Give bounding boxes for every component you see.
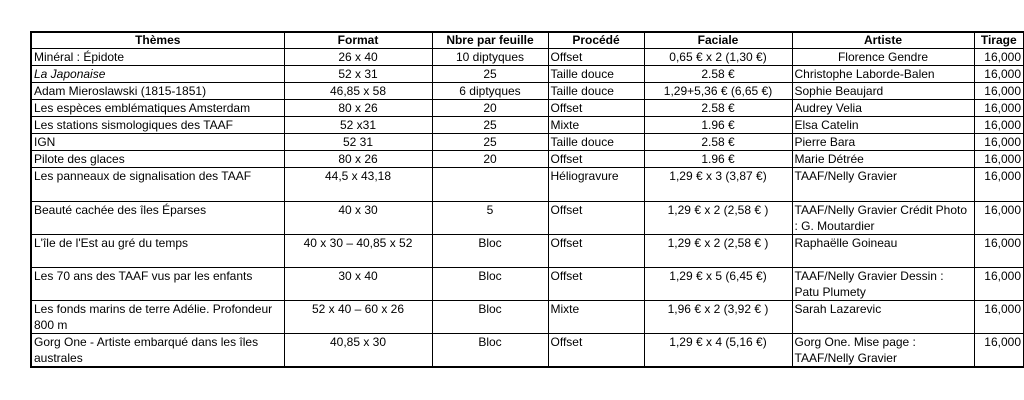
cell-format: 30 x 40 — [284, 268, 432, 301]
table-row — [31, 117, 1024, 134]
cell-faciale: 1.96 € — [644, 117, 792, 134]
cell-tirage: 16,000 — [974, 151, 1024, 168]
cell-procede: Mixte — [548, 117, 644, 134]
cell-tirage: 16,000 — [974, 168, 1024, 202]
cell-format: 46,85 x 58 — [284, 83, 432, 100]
cell-theme: Beauté cachée des îles Éparses — [31, 202, 284, 235]
cell-nbre-par-feuille: Bloc — [432, 301, 548, 334]
table-row — [31, 202, 1024, 235]
cell-faciale: 2.58 € — [644, 100, 792, 117]
table-row — [31, 151, 1024, 168]
cell-artiste: Raphaëlle Goineau — [792, 235, 974, 268]
cell-format: 44,5 x 43,18 — [284, 168, 432, 202]
cell-artiste: Pierre Bara — [792, 134, 974, 151]
cell-faciale: 2.58 € — [644, 66, 792, 83]
cell-faciale: 1,29 € x 4 (5,16 €) — [644, 334, 792, 368]
table-row — [31, 66, 1024, 83]
cell-format: 40,85 x 30 — [284, 334, 432, 368]
header-format: Format — [284, 32, 432, 49]
cell-artiste: Sophie Beaujard — [792, 83, 974, 100]
header-faciale: Faciale — [644, 32, 792, 49]
cell-artiste: TAAF/Nelly Gravier Dessin : Patu Plumety — [792, 268, 974, 301]
cell-nbre-par-feuille: Bloc — [432, 235, 548, 268]
cell-artiste: Marie Détrée — [792, 151, 974, 168]
header-themes: Thèmes — [31, 32, 284, 49]
header-tirage: Tirage — [974, 32, 1024, 49]
cell-theme: IGN — [31, 134, 284, 151]
cell-nbre-par-feuille: 20 — [432, 100, 548, 117]
cell-artiste: Sarah Lazarevic — [792, 301, 974, 334]
cell-theme: Gorg One - Artiste embarqué dans les îles australes — [31, 334, 284, 368]
cell-faciale: 0,65 € x 2 (1,30 €) — [644, 49, 792, 66]
table-row — [31, 268, 1024, 301]
cell-theme: Les espèces emblématiques Amsterdam — [31, 100, 284, 117]
cell-format: 80 x 26 — [284, 100, 432, 117]
cell-faciale: 1,29 € x 2 (2,58 € ) — [644, 235, 792, 268]
cell-theme: Les fonds marins de terre Adélie. Profondeur 800 m — [31, 301, 284, 334]
table-row — [31, 301, 1024, 334]
cell-format: 52 31 — [284, 134, 432, 151]
cell-theme: Adam Mieroslawski (1815-1851) — [31, 83, 284, 100]
cell-tirage: 16,000 — [974, 268, 1024, 301]
cell-format: 80 x 26 — [284, 151, 432, 168]
cell-format: 52 x 40 – 60 x 26 — [284, 301, 432, 334]
cell-faciale: 1,29+5,36 € (6,65 €) — [644, 83, 792, 100]
cell-nbre-par-feuille: Bloc — [432, 268, 548, 301]
cell-tirage: 16,000 — [974, 49, 1024, 66]
cell-tirage: 16,000 — [974, 100, 1024, 117]
cell-nbre-par-feuille: 25 — [432, 66, 548, 83]
cell-faciale: 1,29 € x 3 (3,87 €) — [644, 168, 792, 202]
cell-procede: Taille douce — [548, 134, 644, 151]
cell-theme: Les panneaux de signalisation des TAAF — [31, 168, 284, 202]
table-row — [31, 100, 1024, 117]
cell-tirage: 16,000 — [974, 66, 1024, 83]
cell-nbre-par-feuille: Bloc — [432, 334, 548, 368]
cell-tirage: 16,000 — [974, 202, 1024, 235]
cell-nbre-par-feuille: 5 — [432, 202, 548, 235]
cell-procede: Mixte — [548, 301, 644, 334]
cell-procede: Offset — [548, 202, 644, 235]
table-row — [31, 168, 1024, 202]
cell-tirage: 16,000 — [974, 301, 1024, 334]
table-row — [31, 83, 1024, 100]
cell-artiste: Florence Gendre — [792, 49, 974, 66]
header-artiste: Artiste — [792, 32, 974, 49]
cell-theme: Minéral : Épidote — [31, 49, 284, 66]
cell-nbre-par-feuille: 25 — [432, 134, 548, 151]
cell-theme: Pilote des glaces — [31, 151, 284, 168]
cell-nbre-par-feuille: 20 — [432, 151, 548, 168]
cell-format: 52 x31 — [284, 117, 432, 134]
cell-procede: Héliogravure — [548, 168, 644, 202]
cell-theme: La Japonaise — [31, 66, 284, 83]
cell-artiste: Christophe Laborde-Balen — [792, 66, 974, 83]
cell-procede: Offset — [548, 49, 644, 66]
cell-tirage: 16,000 — [974, 117, 1024, 134]
cell-format: 40 x 30 – 40,85 x 52 — [284, 235, 432, 268]
cell-theme: L'île de l'Est au gré du temps — [31, 235, 284, 268]
cell-artiste: TAAF/Nelly Gravier — [792, 168, 974, 202]
cell-artiste: TAAF/Nelly Gravier Crédit Photo : G. Moutardier — [792, 202, 974, 235]
cell-procede: Offset — [548, 268, 644, 301]
cell-procede: Offset — [548, 334, 644, 368]
cell-tirage: 16,000 — [974, 134, 1024, 151]
cell-faciale: 1.96 € — [644, 151, 792, 168]
cell-faciale: 2.58 € — [644, 134, 792, 151]
cell-tirage: 16,000 — [974, 334, 1024, 368]
table-body — [31, 49, 1024, 368]
cell-format: 26 x 40 — [284, 49, 432, 66]
cell-nbre-par-feuille: 6 diptyques — [432, 83, 548, 100]
cell-procede: Offset — [548, 151, 644, 168]
cell-tirage: 16,000 — [974, 83, 1024, 100]
table-row — [31, 134, 1024, 151]
cell-faciale: 1,29 € x 5 (6,45 €) — [644, 268, 792, 301]
cell-artiste: Gorg One. Mise page : TAAF/Nelly Gravier — [792, 334, 974, 368]
cell-artiste: Elsa Catelin — [792, 117, 974, 134]
cell-nbre-par-feuille: 10 diptyques — [432, 49, 548, 66]
table-row — [31, 49, 1024, 66]
cell-nbre-par-feuille: 25 — [432, 117, 548, 134]
cell-faciale: 1,29 € x 2 (2,58 € ) — [644, 202, 792, 235]
cell-tirage: 16,000 — [974, 235, 1024, 268]
cell-procede: Taille douce — [548, 83, 644, 100]
cell-procede: Offset — [548, 235, 644, 268]
cell-procede: Offset — [548, 100, 644, 117]
cell-theme: Les stations sismologiques des TAAF — [31, 117, 284, 134]
cell-format: 40 x 30 — [284, 202, 432, 235]
cell-procede: Taille douce — [548, 66, 644, 83]
cell-theme: Les 70 ans des TAAF vus par les enfants — [31, 268, 284, 301]
cell-artiste: Audrey Velia — [792, 100, 974, 117]
stamp-issues-table — [30, 31, 1024, 368]
table-row — [31, 334, 1024, 368]
header-row — [31, 32, 1024, 49]
cell-format: 52 x 31 — [284, 66, 432, 83]
header-procede: Procédé — [548, 32, 644, 49]
cell-nbre-par-feuille — [432, 168, 548, 202]
table-row — [31, 235, 1024, 268]
cell-faciale: 1,96 € x 2 (3,92 € ) — [644, 301, 792, 334]
header-nbre-par-feuille: Nbre par feuille — [432, 32, 548, 49]
